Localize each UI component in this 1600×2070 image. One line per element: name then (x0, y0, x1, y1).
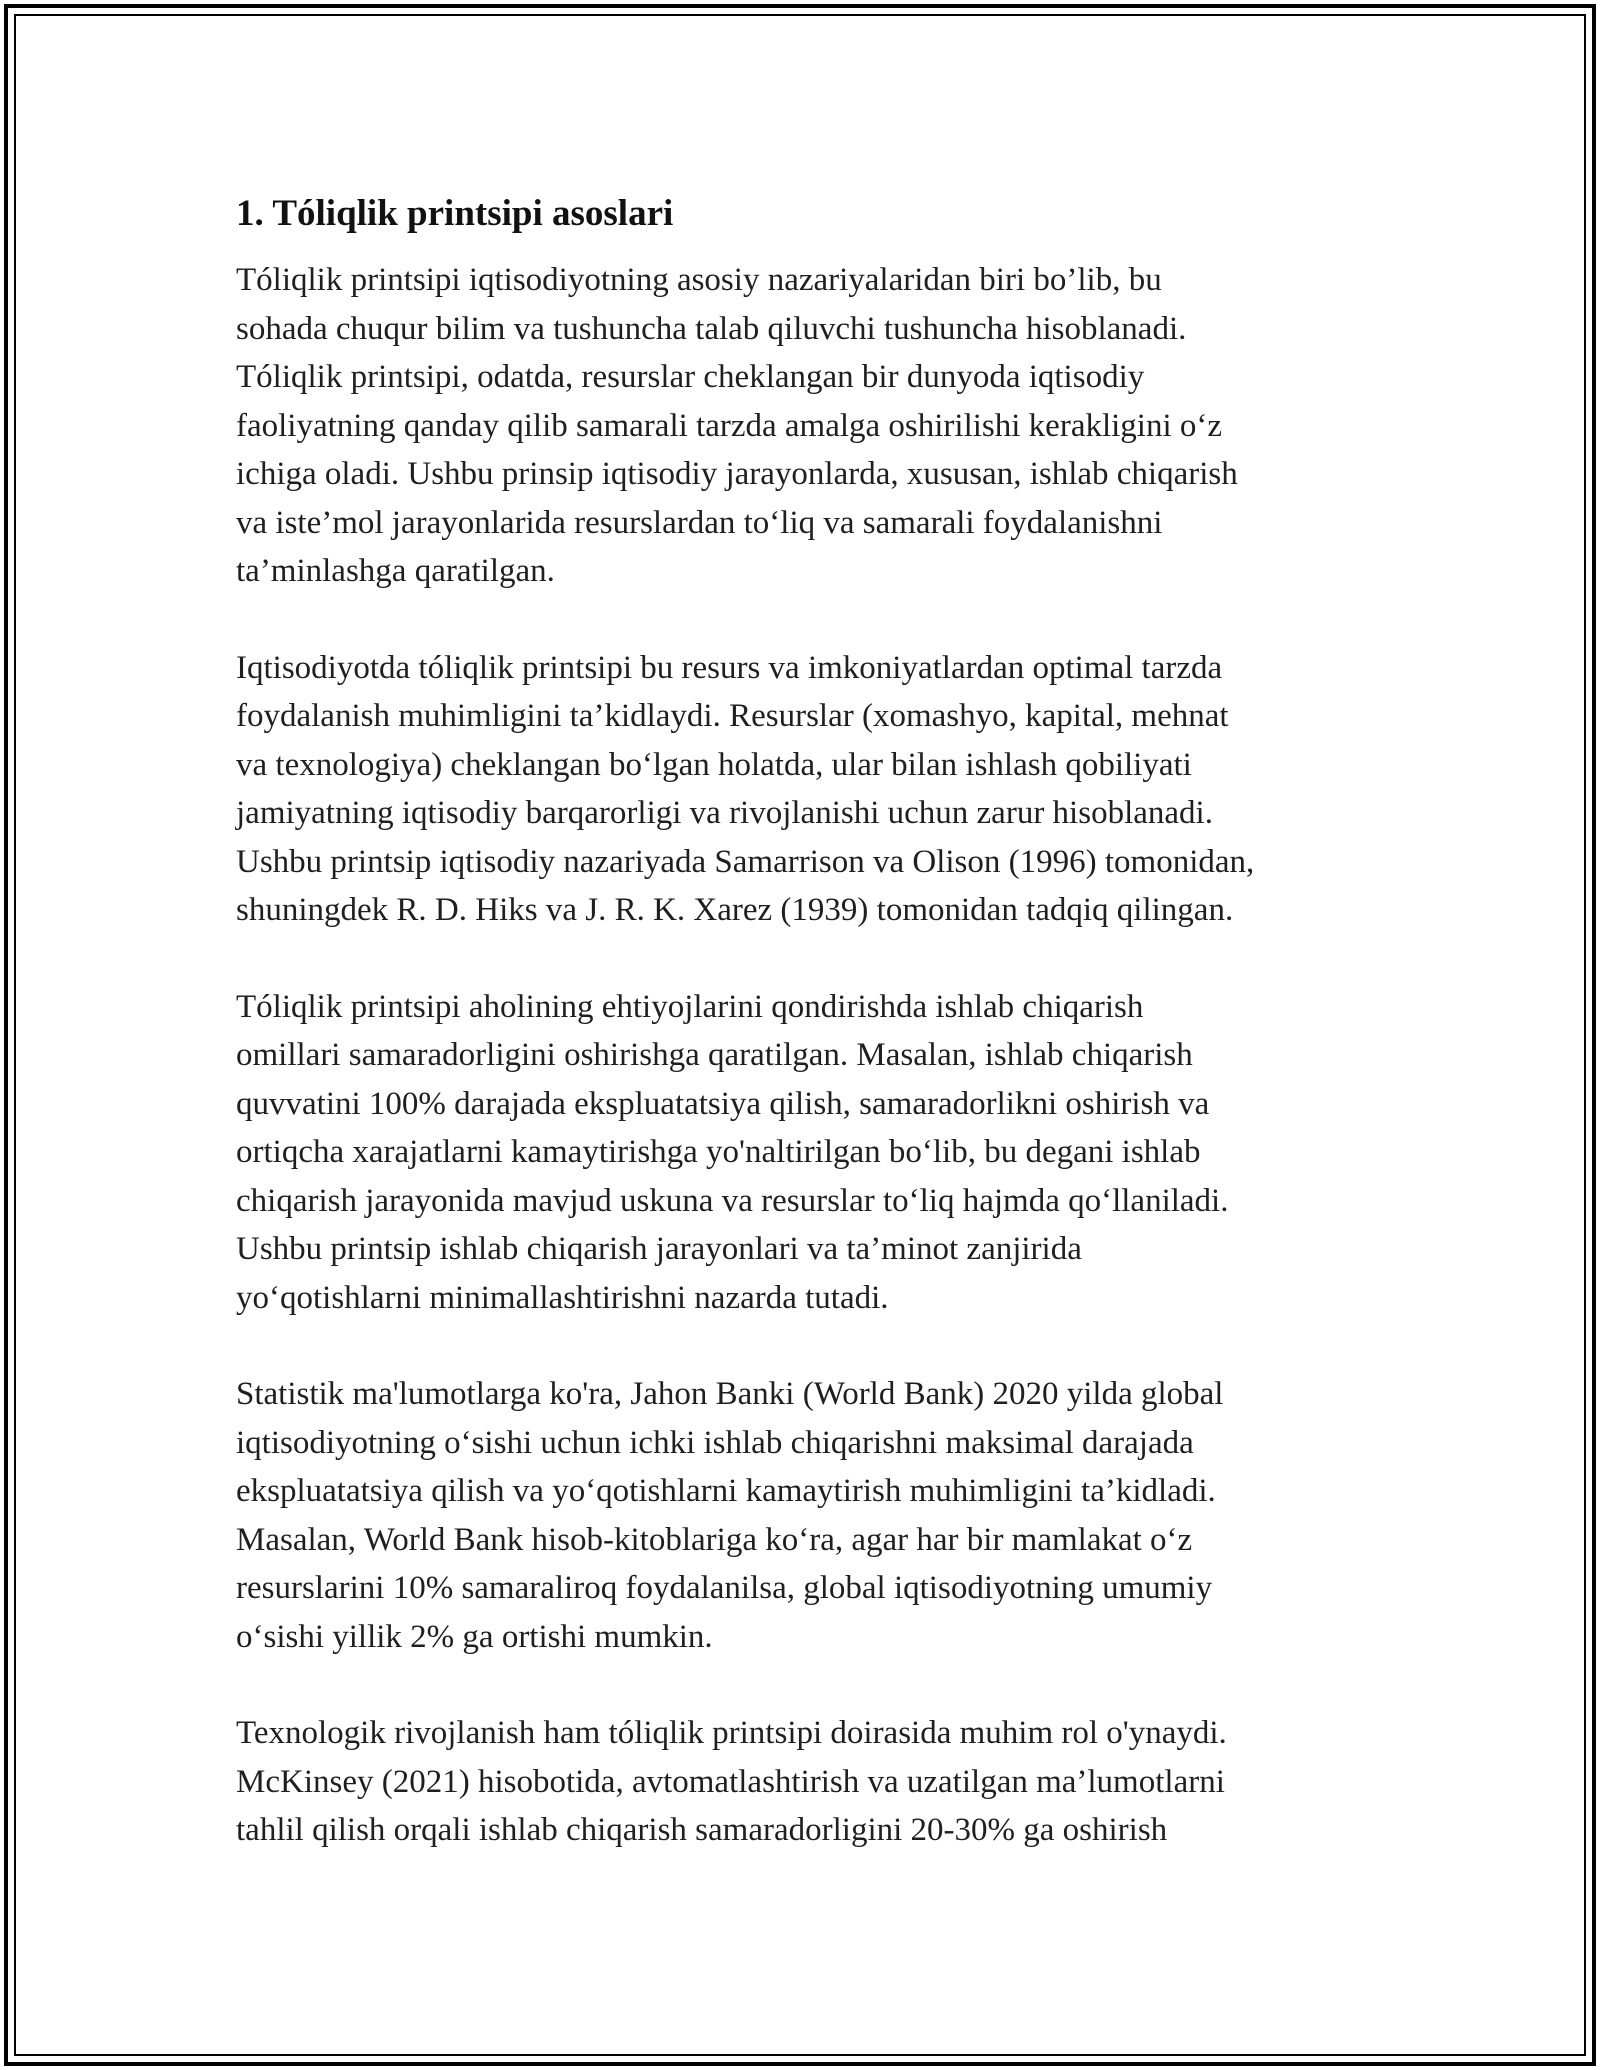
paragraph-1: Tóliqlik printsipi iqtisodiyotning asosiy nazariyalaridan biri bo’lib, bu sohada chuqur bilim va tushuncha talab qiluvchi tushuncha hisoblanadi. Tóliqlik printsipi, odatda, resurslar cheklangan bir dunyoda iqtisodiy faoliyatning qanday qilib samarali tarzda amalga oshirilishi kerakligini o‘z ichiga oladi. Ushbu prinsip iqtisodiy jarayonlarda, xususan, ishlab chiqarish va iste’mol jarayonlarida resurslardan to‘liq va samarali foydalanishni ta’minlashga qaratilgan. (236, 262, 1238, 589)
document-body (236, 186, 1376, 1855)
paragraph-5: Texnologik rivojlanish ham tóliqlik printsipi doirasida muhim rol o'ynaydi. McKinsey (2021) hisobotida, avtomatlashtirish va uzatilgan ma’lumotlarni tahlil qilish orqali ishlab chiqarish samaradorligini 20-30% ga oshirish (236, 1715, 1227, 1848)
paragraph-4: Statistik ma'lumotlarga ko'ra, Jahon Banki (World Bank) 2020 yilda global iqtisodiyotning o‘sishi uchun ichki ishlab chiqarishni maksimal darajada ekspluatatsiya qilish va yo‘qotishlarni kamaytirish muhimligini ta’kidladi. Masalan, World Bank hisob-kitoblariga ko‘ra, agar har bir mamlakat o‘z resurslarini 10% samaraliroq foydalanilsa, global iqtisodiyotning umumiy o‘sishi yillik 2% ga ortishi mumkin. (236, 1376, 1224, 1655)
section-heading: 1. Tóliqlik printsipi asoslari (236, 193, 674, 234)
paragraph-2: Iqtisodiyotda tóliqlik printsipi bu resurs va imkoniyatlardan optimal tarzda foydalanish muhimligini ta’kidlaydi. Resurslar (xomashyo, kapital, mehnat va texnologiya) cheklangan bo‘lgan holatda, ular bilan ishlash qobiliyati jamiyatning iqtisodiy barqarorligi va rivojlanishi uchun zarur hisoblanadi. Ushbu printsip iqtisodiy nazariyada Samarrison va Olison (1996) tomonidan, shuningdek R. D. Hiks va J. R. K. Xarez (1939) tomonidan tadqiq qilingan. (236, 649, 1255, 928)
paragraph-3: Tóliqlik printsipi aholining ehtiyojlarini qondirishda ishlab chiqarish omillari samaradorligini oshirishga qaratilgan. Masalan, ishlab chiqarish quvvatini 100% darajada ekspluatatsiya qilish, samaradorlikni oshirish va ortiqcha xarajatlarni kamaytirishga yo'naltirilgan bo‘lib, bu degani ishlab chiqarish jarayonida mavjud uskuna va resurslar to‘liq hajmda qo‘llaniladi. Ushbu printsip ishlab chiqarish jarayonlari va ta’minot zanjirida yo‘qotishlarni minimallashtirishni nazarda tutadi. (236, 988, 1229, 1316)
